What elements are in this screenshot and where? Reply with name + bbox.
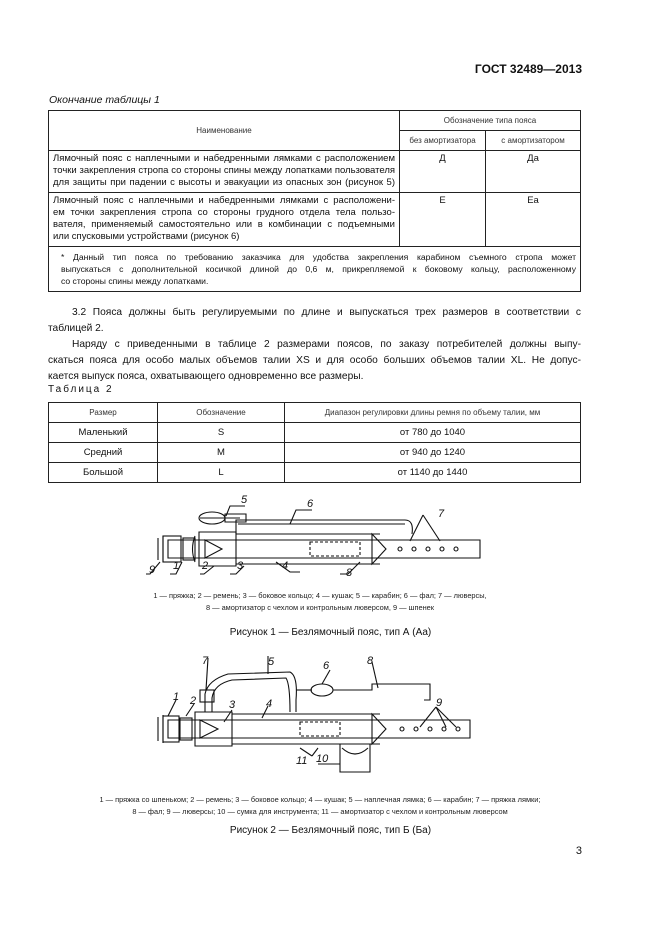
figure2-callout: 3	[229, 699, 236, 711]
table1-row2-with: Еа	[486, 193, 581, 247]
figure2-callout: 10	[316, 753, 329, 765]
table1-row1-with: Да	[486, 151, 581, 193]
figure1-drawing	[146, 494, 480, 579]
figure1-callout: 1	[173, 560, 180, 572]
figure1-callout: 2	[202, 560, 209, 572]
footnote-line: * Данный тип пояса по требованию заказчика для удобства закрепления карабином съемного стропа может	[61, 252, 576, 262]
table1-row1-line: точки закрепления стропа со стороны спины между лопатками пользователя	[53, 165, 395, 176]
legend-line: 8 — амортизатор с чехлом и контрольным люверсом, 9 — шпенек	[205, 603, 435, 612]
table2-cell: Средний	[49, 443, 158, 463]
figure1-callout: 4	[282, 560, 289, 572]
figure2-callout: 6	[323, 660, 330, 672]
table1-row2-line: или спусковыми устройствами (рисунок 6)	[53, 231, 240, 242]
table1-caption: Окончание таблицы 1	[49, 94, 160, 106]
table1-row2-line: вателя, применяемый самостоятельно или в комбинации с подъемными	[53, 219, 395, 230]
figure1-callout: 6	[307, 498, 314, 510]
page-number: 3	[575, 845, 582, 857]
table1-row2-line: Лямочный пояс с наплечными и набедренными лямками с расположени-	[53, 195, 395, 206]
table1-head-without: без амортизатора	[400, 131, 486, 151]
table2-cell: от 940 до 1240	[285, 443, 581, 463]
figure2-legend	[40, 794, 600, 818]
figure2-callout: 5	[268, 656, 275, 668]
footnote-line: выпускаться с дополнительной косичкой длиной до 0,6 м, прикрепляемой к боковому кольцу, расположенному	[61, 264, 576, 274]
paragraph-line: 3.2 Пояса должны быть регулируемыми по длине и выпускаться трех размеров в соответствии с	[72, 307, 581, 318]
table2-cell: от 780 до 1040	[285, 423, 581, 443]
figure2-callout: 8	[367, 655, 374, 667]
table2-head-size: Размер	[49, 403, 158, 423]
table2-caption: Таблица 2	[48, 384, 114, 395]
paragraph-line: скаться пояса для особо малых объемов талии XS и для особо больших объемов талии XL. Не допус-	[48, 355, 581, 366]
figure2-drawing	[158, 655, 470, 772]
figure1-callout: 8	[346, 567, 353, 579]
table1-row1-without: Д	[400, 151, 486, 193]
legend-line: 1 — пряжка; 2 — ремень; 3 — боковое кольцо; 4 — кушак; 5 — карабин; 6 — фал; 7 — люверсы,	[153, 591, 487, 600]
table2-head-designation: Обозначение	[158, 403, 285, 423]
figure2-caption: Рисунок 2 — Безлямочный пояс, тип Б (Ба)	[229, 825, 432, 836]
table1-row1-line: для защиты при падении с высоты и эвакуации из опасных зон (рисунок 5)	[53, 177, 395, 188]
figure1-callout: 9	[149, 564, 156, 576]
standard-header: ГОСТ 32489—2013	[474, 62, 582, 76]
table2-cell: S	[158, 423, 285, 443]
figure1-caption: Рисунок 1 — Безлямочный пояс, тип А (Аа)	[229, 627, 432, 638]
table2-cell: Маленький	[49, 423, 158, 443]
figure2-callout: 1	[173, 691, 180, 703]
table1-row2-without: Е	[400, 193, 486, 247]
figure2-callout: 9	[436, 697, 443, 709]
table2-head-range: Диапазон регулировки длины ремня по объему талии, мм	[285, 403, 581, 423]
table1-head-name: Наименование	[49, 111, 400, 151]
legend-line: 8 — фал; 9 — люверсы; 10 — сумка для инструмента; 11 — амортизатор с чехлом и контрольным люверсом	[132, 807, 508, 816]
figure1-legend	[40, 590, 600, 614]
figure2-callout: 11	[296, 755, 308, 767]
table1-head-designation: Обозначение типа пояса	[400, 111, 581, 131]
table1-row2-line: ем точки закрепления стропа со стороны грудного отдела тела пользо-	[53, 207, 395, 218]
footnote-line: со стороны спины между лопатками.	[61, 276, 209, 286]
figure2-callout: 7	[202, 655, 209, 667]
legend-line: 1 — пряжка со шпеньком; 2 — ремень; 3 — боковое кольцо; 4 — кушак; 5 — наплечная лямка; 6 — карабин; 7 — пряжка лямки;	[99, 795, 541, 804]
paragraph-line: Наряду с приведенными в таблице 2 размерами поясов, по заказу потребителей должны выпу-	[72, 339, 581, 350]
table2-cell: L	[158, 463, 285, 483]
figure1-callout: 7	[438, 508, 445, 520]
figure1-callout: 3	[237, 560, 244, 572]
table1-row1-line: Лямочный пояс с наплечными и набедренными лямками с расположением	[53, 153, 395, 164]
table2-cell: Большой	[49, 463, 158, 483]
table1-head-with: с амортизатором	[486, 131, 581, 151]
figure2-callout: 4	[266, 698, 273, 710]
figure2-callout: 2	[190, 695, 197, 707]
paragraph-line: кается выпуск пояса, охватывающего одновременно все размеры.	[48, 371, 364, 382]
table2-cell: M	[158, 443, 285, 463]
table2-cell: от 1140 до 1440	[285, 463, 581, 483]
paragraph-line: таблицей 2.	[48, 323, 104, 334]
figure1-callout: 5	[241, 494, 248, 506]
